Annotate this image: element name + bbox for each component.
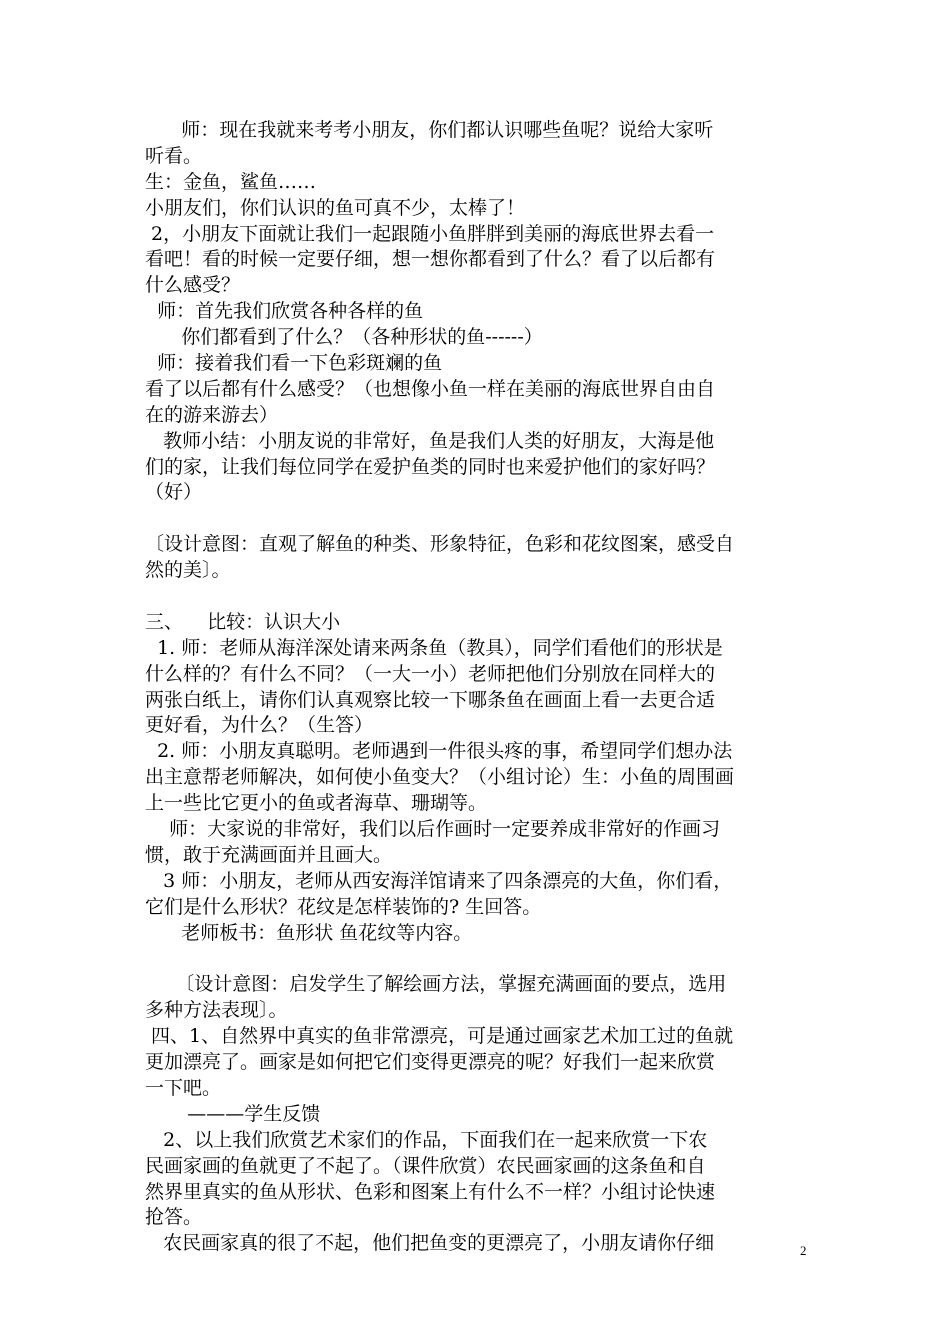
text-line-42: 然界里真实的鱼从形状、色彩和图案上有什么不一样？小组讨论快速 (145, 1180, 716, 1203)
design-intent-1-line-1: 〔设计意图：直观了解鱼的种类、形象特征，色彩和花纹图案，感受自 (145, 533, 735, 556)
blank-line (145, 947, 810, 973)
text-line-6: 看吧！看的时候一定要仔细，想一想你都看到了什么？看了以后都有 (145, 248, 716, 271)
text-line-10: 师：接着我们看一下色彩斑斓的鱼 (145, 352, 443, 375)
text-line-8: 师：首先我们欣赏各种各样的鱼 (145, 300, 424, 323)
text-line-30: 3 师：小朋友，老师从西安海洋馆请来了四条漂亮的大鱼，你们看， (145, 869, 733, 892)
design-intent-1-line-2: 然的美〕。 (145, 559, 231, 582)
text-line-41: 民画家画的鱼就更了不起了。（课件欣赏）农民画家画的这条鱼和自 (145, 1154, 706, 1177)
text-line-37: 更加漂亮了。画家是如何把它们变得更漂亮的呢？好我们一起来欣赏 (145, 1051, 716, 1074)
text-line-25: 2. 师：小朋友真聪明。老师遇到一件很头疼的事，希望同学们想办法 (145, 740, 733, 763)
text-line-26: 出主意帮老师解决，如何使小鱼变大？（小组讨论）生：小鱼的周围画 (145, 766, 735, 789)
text-line-31: 它们是什么形状？花纹是怎样装饰的? 生回答。 (145, 895, 542, 918)
text-line-13: 教师小结：小朋友说的非常好，鱼是我们人类的好朋友，大海是他 (145, 429, 715, 452)
text-line-40: 2、以上我们欣赏艺术家们的作品，下面我们在一起来欣赏一下农 (145, 1128, 708, 1151)
text-line-39: ———学生反馈 (145, 1102, 321, 1125)
page-number: 2 (800, 1243, 807, 1258)
design-intent-2-line-2: 多种方法表现〕。 (145, 999, 288, 1022)
text-line-15: （好） (145, 481, 203, 504)
text-line-14: 们的家，让我们每位同学在爱护鱼类的同时也来爱护他们的家好吗？ (145, 455, 716, 478)
text-line-12: 在的游来游去） (145, 403, 279, 426)
text-line-7: 什么感受？ (145, 274, 241, 297)
text-line-27: 上一些比它更小的鱼或者海草、珊瑚等。 (145, 792, 488, 815)
text-line-22: 什么样的？有什么不同？（一大一小）老师把他们分别放在同样大的 (145, 662, 716, 685)
text-line-43: 抢答。 (145, 1206, 203, 1229)
blank-line (145, 506, 810, 532)
text-line-1: 师：现在我就来考考小朋友，你们都认识哪些鱼呢？说给大家听 (145, 119, 714, 141)
text-line-2: 听看。 (145, 144, 203, 167)
text-line-38: 一下吧。 (145, 1076, 222, 1099)
blank-line (145, 584, 810, 610)
text-line-23: 两张白纸上，请你们认真观察比较一下哪条鱼在画面上看一去更合适 (145, 688, 716, 711)
text-line-32: 老师板书：鱼形状 鱼花纹等内容。 (145, 921, 473, 944)
section-heading-3: 三、 比较：认识大小 (145, 610, 341, 633)
design-intent-2-line-1: 〔设计意图：启发学生了解绘画方法，掌握充满画面的要点，选用 (145, 973, 727, 996)
text-line-28: 师：大家说的非常好，我们以后作画时一定要养成非常好的作画习 (145, 818, 721, 841)
document-body (145, 118, 810, 1257)
text-line-3: 生：金鱼，鲨鱼…… (145, 170, 317, 193)
text-line-29: 惯，敢于充满画面并且画大。 (145, 843, 393, 866)
text-line-9: 你们都看到了什么？（各种形状的鱼------） (145, 326, 543, 349)
text-line-11: 看了以后都有什么感受？（也想像小鱼一样在美丽的海底世界自由自 (145, 377, 716, 400)
text-line-4: 小朋友们，你们认识的鱼可真不少，太棒了！ (145, 196, 526, 219)
text-line-21: 1. 师：老师从海洋深处请来两条鱼（教具），同学们看他们的形状是 (145, 636, 723, 659)
text-line-24: 更好看，为什么？（生答） (145, 714, 374, 737)
section-heading-4: 四、1、自然界中真实的鱼非常漂亮，可是通过画家艺术加工过的鱼就 (145, 1025, 734, 1048)
text-line-5: 2，小朋友下面就让我们一起跟随小鱼胖胖到美丽的海底世界去看一 (145, 222, 715, 245)
text-line-44: 农民画家真的很了不起，他们把鱼变的更漂亮了，小朋友请你仔细 (145, 1232, 715, 1255)
